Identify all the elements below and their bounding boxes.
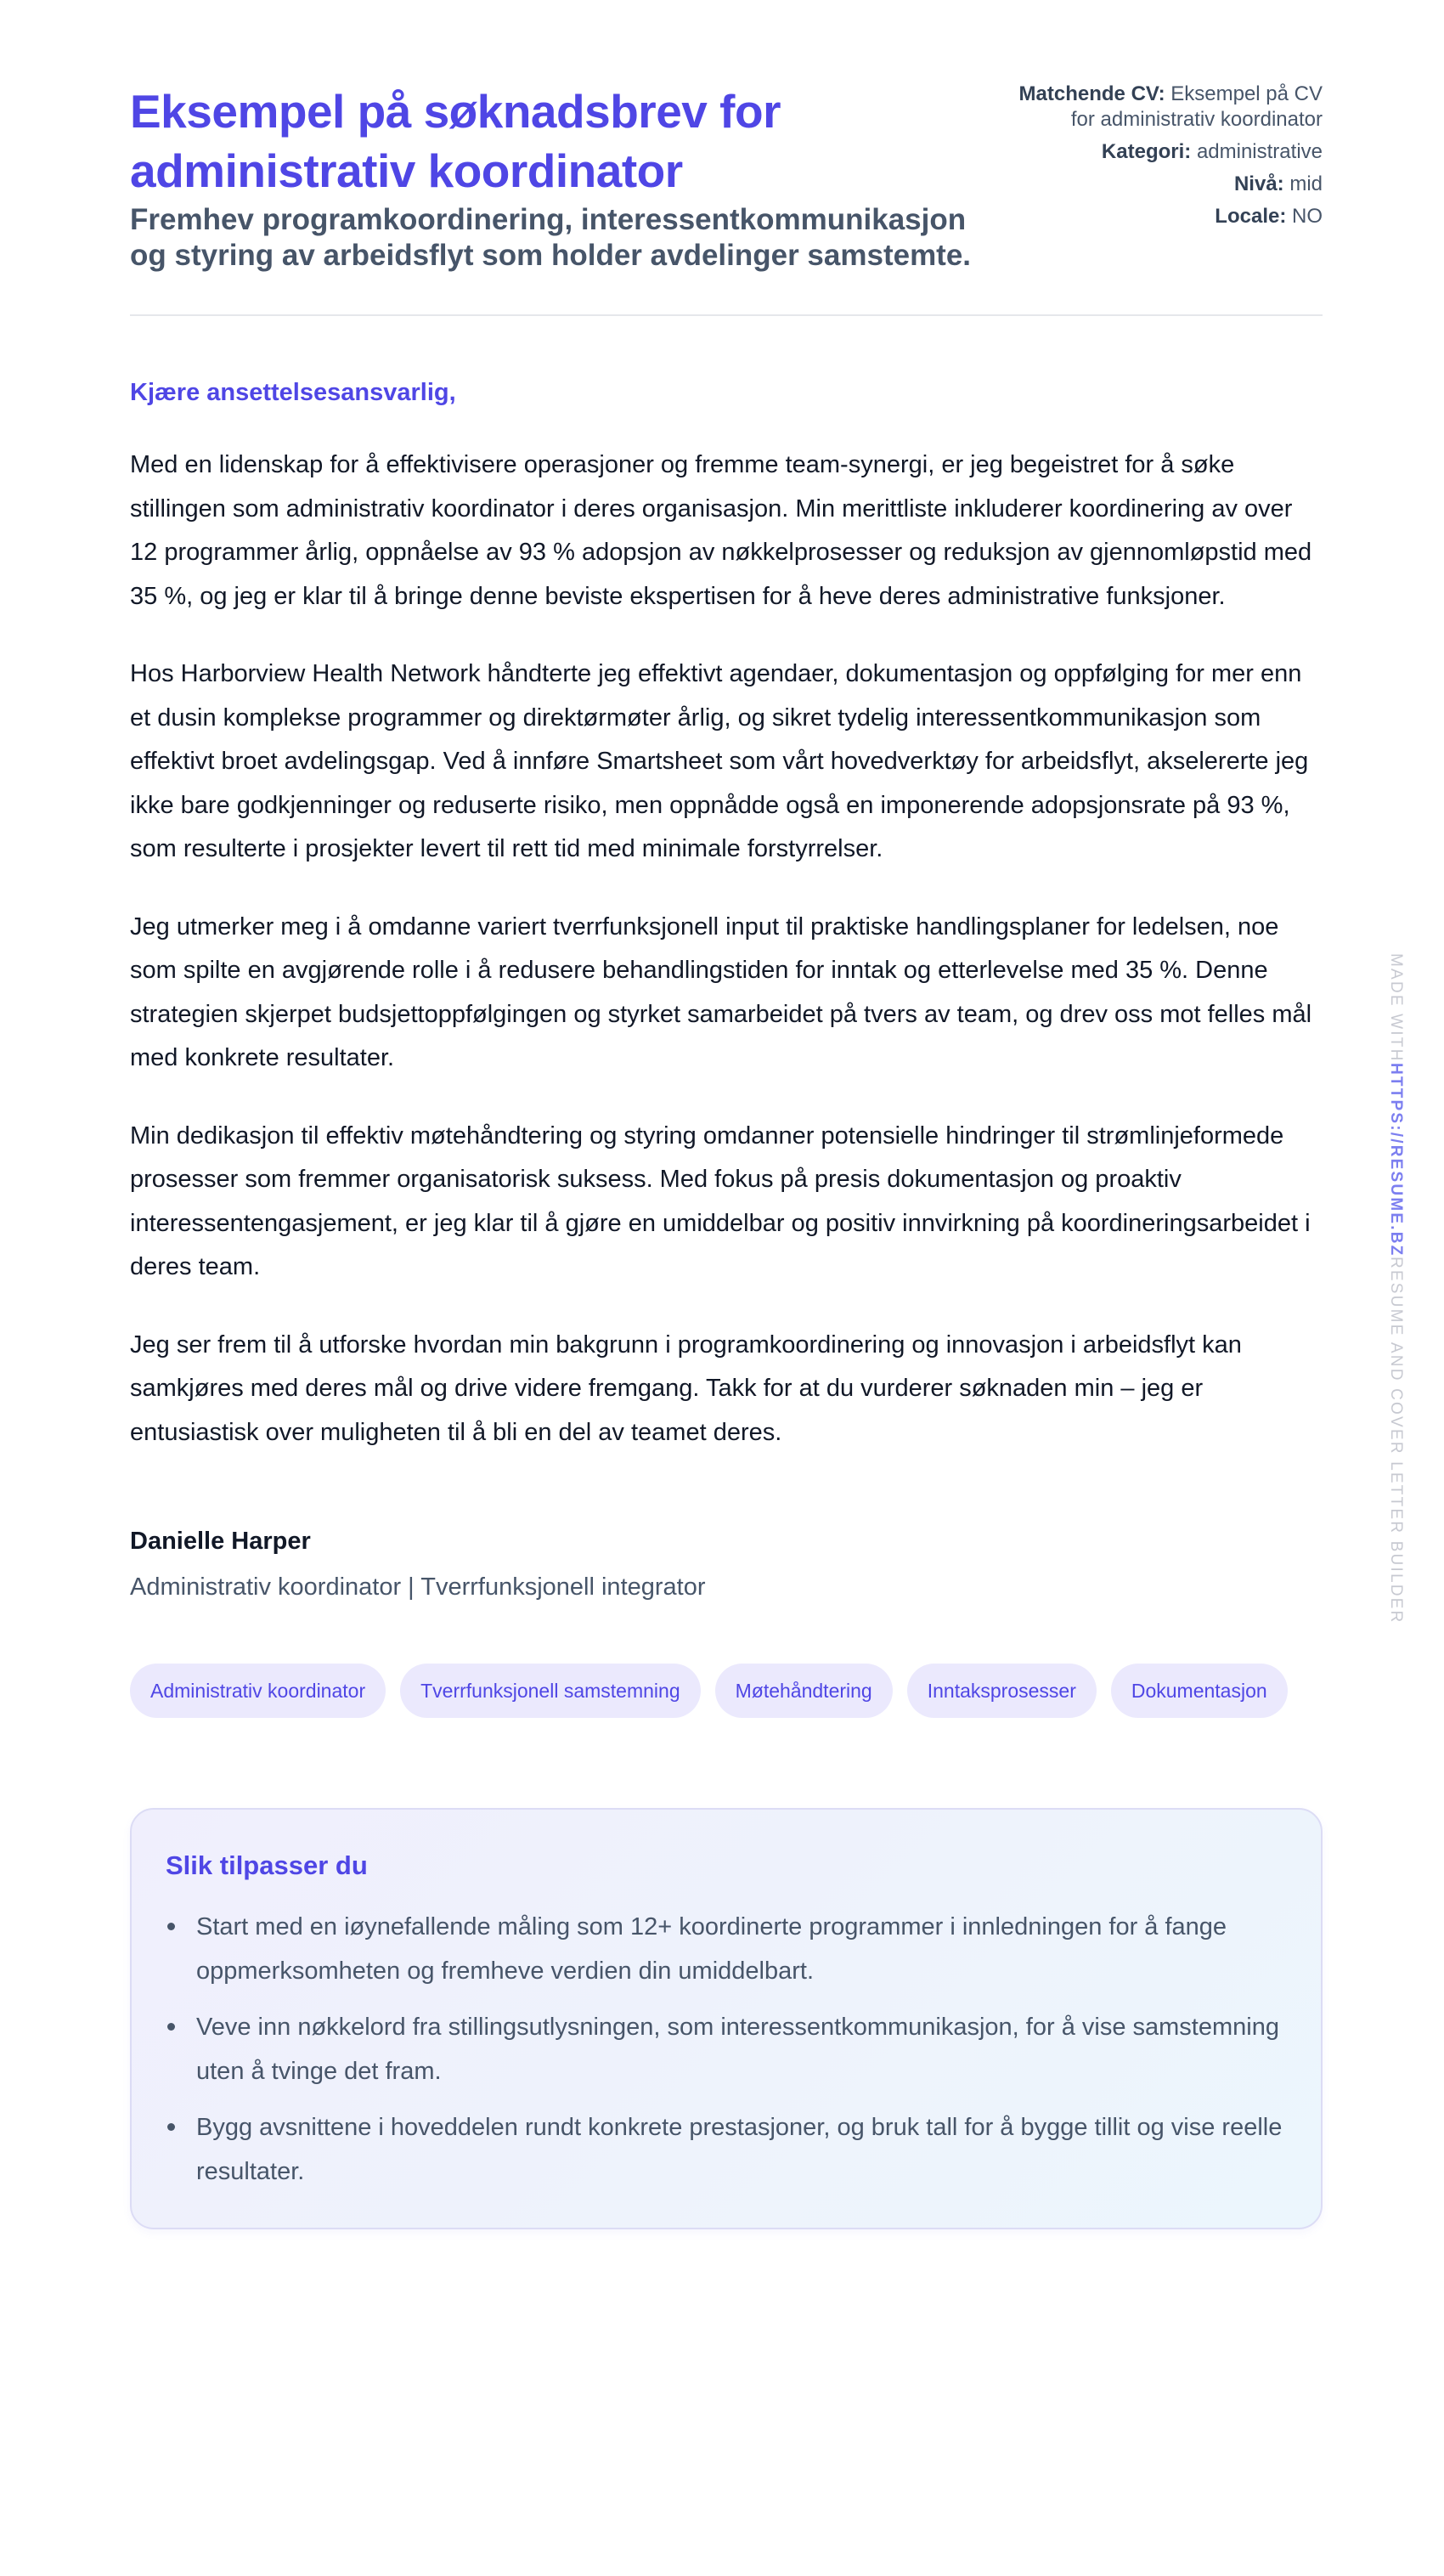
tips-list bbox=[166, 1905, 1287, 2194]
meta-category-value: administrative bbox=[1196, 140, 1323, 163]
signature-title: Administrativ koordinator | Tverrfunksjonell integrator bbox=[130, 1573, 706, 1601]
meta-matching-cv-label: Matchende CV: bbox=[1018, 82, 1165, 105]
letter-greeting: Kjære ansettelsesansvarlig, bbox=[130, 379, 456, 406]
bullet-icon bbox=[167, 2023, 175, 2031]
meta-locale-label: Locale: bbox=[1215, 205, 1287, 228]
tip-item bbox=[166, 1905, 1287, 1993]
tag-dokumentasjon[interactable]: Dokumentasjon bbox=[1111, 1664, 1288, 1718]
meta-level-value: mid bbox=[1289, 172, 1323, 195]
tag-motehandtering[interactable]: Møtehåndtering bbox=[715, 1664, 893, 1718]
meta-level bbox=[1017, 172, 1323, 197]
watermark-suffix: RESUME AND COVER LETTER BUILDER bbox=[1387, 1256, 1405, 1624]
letter-body bbox=[130, 376, 1323, 1604]
tag-administrativ-koordinator[interactable]: Administrativ koordinator bbox=[130, 1664, 386, 1718]
bullet-icon bbox=[167, 2123, 175, 2131]
tag-tverrfunksjonell-samstemning[interactable]: Tverrfunksjonell samstemning bbox=[400, 1664, 701, 1718]
made-with-watermark bbox=[1381, 953, 1410, 1658]
signature-name: Danielle Harper bbox=[130, 1528, 311, 1555]
meta-level-label: Nivå: bbox=[1233, 172, 1284, 195]
page-header bbox=[130, 0, 1323, 316]
watermark-prefix: MADE WITH bbox=[1387, 953, 1405, 1063]
letter-paragraph: Med en lidenskap for å effektivisere operasjoner og fremme team-synergi, er jeg begeistret for å søke stillingen som administrativ koordinator i deres organisasjon. Min merittliste inkluderer koordinering av over 12 programmer årlig, oppnåelse av 93 % adopsjon av nøkkelprosesser og reduksjon av gjennomløpstid med 35 %, og jeg er klar til å bringe denne beviste ekspertisen for å heve deres administrative funksjoner. bbox=[130, 451, 1312, 610]
meta-matching-cv bbox=[1017, 82, 1323, 133]
customization-tips-box bbox=[130, 1808, 1323, 2229]
letter-paragraph: Hos Harborview Health Network håndterte jeg effektivt agendaer, dokumentasjon og oppfølging for mer enn et dusin komplekse programmer og direktørmøter årlig, og sikret tydelig interessentkommunikasjon som effektivt broet avdelingsgap. Ved å innføre Smartsheet som vårt hovedverktøy for arbeidsflyt, akselererte jeg ikke bare godkjenninger og reduserte risiko, men oppnådde også en imponerende adopsjonsrate på 93 %, som resulterte i prosjekter levert til rett tid med minimale forstyrrelser. bbox=[130, 660, 1309, 862]
tip-text: Start med en iøynefallende måling som 12+ koordinerte programmer i innledningen for å fange oppmerksomheten og fremheve verdien din umiddelbart. bbox=[196, 1913, 1227, 1985]
header-titles bbox=[130, 82, 979, 274]
letter-paragraph: Min dedikasjon til effektiv møtehåndtering og styring omdanner potensielle hindringer til strømlinjeformede prosesser som fremmer organisatorisk suksess. Med fokus på presis dokumentasjon og proaktiv interessentengasjement, er jeg klar til å gjøre en umiddelbar og positiv innvirkning på koordineringsarbeidet i deres team. bbox=[130, 1121, 1311, 1280]
tag-inntaksprosesser[interactable]: Inntaksprosesser bbox=[907, 1664, 1097, 1718]
page-title: Eksempel på søknadsbrev for administrativ koordinator bbox=[130, 85, 781, 197]
cover-letter-page bbox=[130, 0, 1323, 2229]
tip-item bbox=[166, 2005, 1287, 2093]
tip-text: Veve inn nøkkelord fra stillingsutlysningen, som interessentkommunikasjon, for å vise samstemning uten å tvinge det fram. bbox=[196, 2014, 1279, 2085]
meta-locale-value: NO bbox=[1292, 205, 1323, 228]
tip-item bbox=[166, 2105, 1287, 2194]
letter-paragraph: Jeg ser frem til å utforske hvordan min bakgrunn i programkoordinering og innovasjon i arbeidsflyt kan samkjøres med deres mål og drive videre fremgang. Takk for at du vurderer søknaden min – jeg er entusiastisk over muligheten til å bli en del av teamet deres. bbox=[130, 1330, 1242, 1446]
meta-matching-cv-value: Eksempel på CV for administrativ koordinator bbox=[1070, 82, 1323, 131]
tips-title: Slik tilpasser du bbox=[166, 1850, 368, 1880]
bullet-icon bbox=[167, 1923, 175, 1930]
signature-block bbox=[130, 1524, 1323, 1604]
page-subtitle: Fremhev programkoordinering, interessentkommunikasjon og styring av arbeidsflyt som holder avdelinger samstemte. bbox=[130, 203, 972, 272]
tip-text: Bygg avsnittene i hoveddelen rundt konkrete prestasjoner, og bruk tall for å bygge tillit og vise reelle resultater. bbox=[196, 2114, 1283, 2185]
letter-paragraph: Jeg utmerker meg i å omdanne variert tverrfunksjonell input til praktiske handlingsplaner for ledelsen, noe som spilte en avgjørende rolle i å redusere behandlingstiden for inntak og etterlevelse med 35 %. Denne strategien skjerpet budsjettoppfølgingen og styrket samarbeidet på tvers av team, og drev oss mot felles mål med konkrete resultater. bbox=[130, 912, 1312, 1071]
watermark-link[interactable]: HTTPS://RESUME.BZ bbox=[1387, 1062, 1405, 1257]
meta-locale bbox=[1017, 204, 1323, 229]
meta-category bbox=[1017, 139, 1323, 165]
skill-tags bbox=[130, 1664, 1323, 1718]
meta-category-label: Kategori: bbox=[1101, 140, 1192, 163]
metadata-panel bbox=[1017, 82, 1323, 236]
